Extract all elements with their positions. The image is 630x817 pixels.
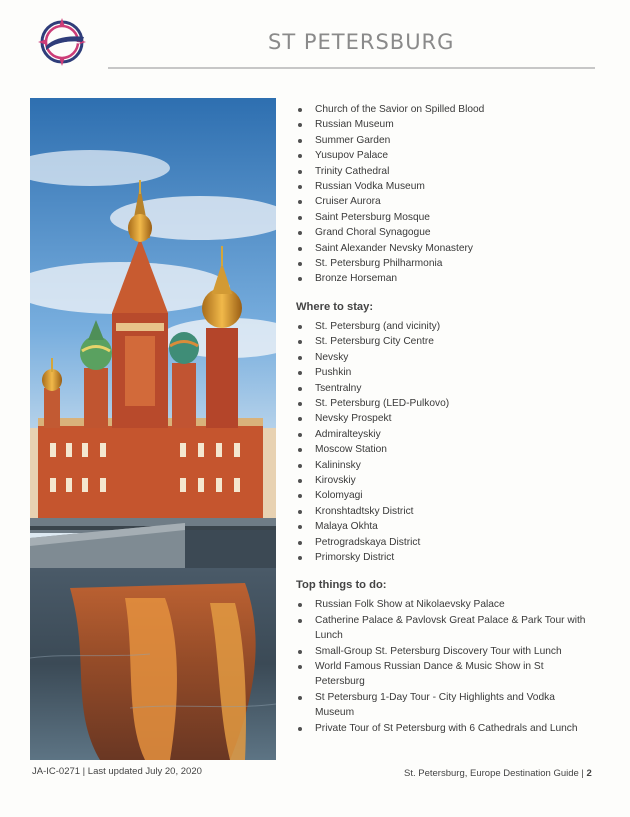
list-item: Petrogradskaya District bbox=[296, 535, 596, 550]
list-item: Russian Folk Show at Nikolaevsky Palace bbox=[296, 597, 596, 612]
list-item: Grand Choral Synagogue bbox=[296, 225, 596, 240]
list-item: Kolomyagi bbox=[296, 488, 596, 503]
list-item: Kirovskiy bbox=[296, 473, 596, 488]
list-item: Kronshtadtsky District bbox=[296, 504, 596, 519]
footer-guide-label: St. Petersburg, Europe Destination Guide | bbox=[404, 768, 584, 779]
list-item: Trinity Cathedral bbox=[296, 164, 596, 179]
list-item: Nevsky bbox=[296, 350, 596, 365]
list-item: Church of the Savior on Spilled Blood bbox=[296, 102, 596, 117]
list-item: Summer Garden bbox=[296, 133, 596, 148]
list-item: Russian Vodka Museum bbox=[296, 179, 596, 194]
list-item: Russian Museum bbox=[296, 117, 596, 132]
list-item: Tsentralny bbox=[296, 381, 596, 396]
list-item: Saint Alexander Nevsky Monastery bbox=[296, 241, 596, 256]
where-to-stay-list bbox=[296, 319, 596, 566]
list-item: Saint Petersburg Mosque bbox=[296, 210, 596, 225]
attractions-list bbox=[296, 102, 596, 287]
list-item: Kalininsky bbox=[296, 458, 596, 473]
footer-document-info: JA-IC-0271 | Last updated July 20, 2020 bbox=[32, 766, 202, 777]
list-item: World Famous Russian Dance & Music Show in St Petersburg bbox=[296, 659, 596, 690]
list-item: Moscow Station bbox=[296, 442, 596, 457]
list-item: Pushkin bbox=[296, 365, 596, 380]
top-things-heading: Top things to do: bbox=[296, 579, 387, 592]
footer-guide-title bbox=[404, 768, 592, 779]
list-item: Bronze Horseman bbox=[296, 271, 596, 286]
list-item: St. Petersburg (and vicinity) bbox=[296, 319, 596, 334]
list-item: Nevsky Prospekt bbox=[296, 411, 596, 426]
page-title: ST PETERSBURG bbox=[268, 30, 455, 54]
list-item: St. Petersburg City Centre bbox=[296, 334, 596, 349]
top-things-list bbox=[296, 597, 596, 736]
where-to-stay-heading: Where to stay: bbox=[296, 300, 374, 313]
list-item: Small-Group St. Petersburg Discovery Tour with Lunch bbox=[296, 644, 596, 659]
list-item: Admiralteyskiy bbox=[296, 427, 596, 442]
ship-compass-logo-icon bbox=[38, 18, 88, 66]
header-divider bbox=[108, 67, 595, 69]
list-item: Primorsky District bbox=[296, 550, 596, 565]
list-item: St. Petersburg (LED-Pulkovo) bbox=[296, 396, 596, 411]
company-logo bbox=[38, 18, 88, 66]
list-item: Yusupov Palace bbox=[296, 148, 596, 163]
list-item: St. Petersburg Philharmonia bbox=[296, 256, 596, 271]
list-item: St Petersburg 1-Day Tour - City Highlights and Vodka Museum bbox=[296, 690, 596, 721]
page-number: 2 bbox=[586, 768, 592, 779]
content-column bbox=[296, 102, 596, 736]
list-item: Private Tour of St Petersburg with 6 Cathedrals and Lunch bbox=[296, 721, 596, 736]
list-item: Malaya Okhta bbox=[296, 519, 596, 534]
church-of-savior-on-spilled-blood-image bbox=[30, 98, 276, 760]
list-item: Catherine Palace & Pavlovsk Great Palace & Park Tour with Lunch bbox=[296, 613, 596, 644]
list-item: Cruiser Aurora bbox=[296, 194, 596, 209]
